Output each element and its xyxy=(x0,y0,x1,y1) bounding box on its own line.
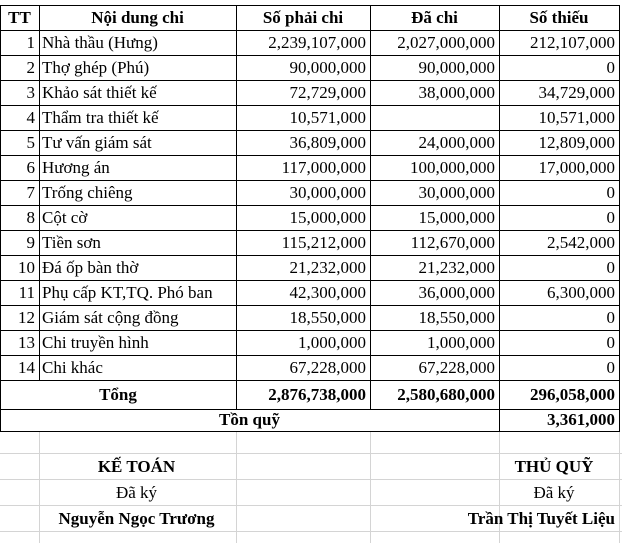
row-paid: 38,000,000 xyxy=(418,83,495,102)
gridline-light xyxy=(0,479,622,480)
grid-line xyxy=(0,380,620,381)
total-payable: 2,876,738,000 xyxy=(268,385,366,404)
grid-line xyxy=(0,105,620,106)
row-paid: 1,000,000 xyxy=(427,333,495,352)
row-shortage: 0 xyxy=(606,308,615,327)
row-shortage: 17,000,000 xyxy=(538,158,615,177)
grid-line xyxy=(0,205,620,206)
row-payable: 90,000,000 xyxy=(289,58,366,77)
row-content: Thẩm tra thiết kế xyxy=(42,108,159,127)
gridline-light xyxy=(0,505,622,506)
row-tt: 10 xyxy=(18,258,35,277)
row-shortage: 0 xyxy=(606,333,615,352)
row-tt: 9 xyxy=(26,233,35,252)
grid-line xyxy=(0,180,620,181)
grid-line xyxy=(0,230,620,231)
row-content: Hương án xyxy=(42,158,110,177)
row-paid: 2,027,000,000 xyxy=(397,33,495,52)
gridline-light xyxy=(619,431,620,543)
row-content: Giám sát cộng đồng xyxy=(42,308,179,327)
row-payable: 117,000,000 xyxy=(281,158,366,177)
accountant-title: KẾ TOÁN xyxy=(97,457,176,476)
row-tt: 6 xyxy=(26,158,35,177)
row-tt: 7 xyxy=(26,183,35,202)
row-content: Chi truyền hình xyxy=(42,333,149,352)
header-shortage: Số thiếu xyxy=(529,8,589,27)
row-content: Cột cờ xyxy=(42,208,88,227)
row-payable: 30,000,000 xyxy=(289,183,366,202)
row-tt: 8 xyxy=(26,208,35,227)
row-content: Phụ cấp KT,TQ. Phó ban xyxy=(42,283,213,302)
grid-line xyxy=(0,30,620,31)
row-tt: 11 xyxy=(18,283,35,302)
row-payable: 1,000,000 xyxy=(298,333,366,352)
row-tt: 3 xyxy=(26,83,35,102)
row-paid: 100,000,000 xyxy=(410,158,495,177)
row-tt: 5 xyxy=(26,133,35,152)
row-tt: 12 xyxy=(18,308,35,327)
grid-line xyxy=(499,5,500,432)
row-payable: 2,239,107,000 xyxy=(268,33,366,52)
grid-line xyxy=(0,155,620,156)
row-payable: 115,212,000 xyxy=(281,233,366,252)
row-paid: 24,000,000 xyxy=(418,133,495,152)
grid-line xyxy=(0,280,620,281)
row-content: Nhà thầu (Hưng) xyxy=(42,33,158,52)
grid-line xyxy=(0,255,620,256)
grid-line xyxy=(0,80,620,81)
grid-line xyxy=(0,409,620,410)
treasurer-signed: Đã ký xyxy=(533,483,575,502)
grid-line xyxy=(0,355,620,356)
total-paid: 2,580,680,000 xyxy=(397,385,495,404)
grid-line xyxy=(0,55,620,56)
row-paid: 67,228,000 xyxy=(418,358,495,377)
grid-line xyxy=(0,130,620,131)
row-shortage: 0 xyxy=(606,258,615,277)
row-tt: 4 xyxy=(26,108,35,127)
grid-line xyxy=(39,5,40,381)
row-payable: 36,809,000 xyxy=(289,133,366,152)
gridline-light xyxy=(0,531,622,532)
grid-line xyxy=(0,431,620,432)
row-paid xyxy=(370,105,499,130)
grid-line xyxy=(0,330,620,331)
accountant-signed: Đã ký xyxy=(115,483,158,502)
total-label: Tổng xyxy=(99,385,137,404)
row-payable: 21,232,000 xyxy=(289,258,366,277)
row-payable: 10,571,000 xyxy=(289,108,366,127)
row-tt: 2 xyxy=(26,58,35,77)
grid-line xyxy=(370,5,371,410)
row-content: Khảo sát thiết kế xyxy=(42,83,157,102)
header-tt: TT xyxy=(8,8,31,27)
row-tt: 13 xyxy=(18,333,35,352)
row-shortage: 10,571,000 xyxy=(538,108,615,127)
grid-line xyxy=(0,305,620,306)
row-payable: 42,300,000 xyxy=(289,283,366,302)
row-tt: 14 xyxy=(18,358,35,377)
row-paid: 90,000,000 xyxy=(418,58,495,77)
accountant-name: Nguyễn Ngọc Trương xyxy=(58,509,215,528)
grid-line xyxy=(0,5,1,432)
row-shortage: 0 xyxy=(606,183,615,202)
row-paid: 15,000,000 xyxy=(418,208,495,227)
treasurer-title: THỦ QUỸ xyxy=(514,457,594,476)
row-shortage: 12,809,000 xyxy=(538,133,615,152)
row-tt: 1 xyxy=(26,33,35,52)
header-payable: Số phải chi xyxy=(262,8,344,27)
row-content: Tư vấn giám sát xyxy=(42,133,152,152)
treasurer-name: Trần Thị Tuyết Liệu xyxy=(467,509,615,528)
row-payable: 67,228,000 xyxy=(289,358,366,377)
row-content: Chi khác xyxy=(42,358,103,377)
row-shortage: 0 xyxy=(606,208,615,227)
grid-line xyxy=(236,5,237,410)
row-paid: 21,232,000 xyxy=(418,258,495,277)
row-shortage: 212,107,000 xyxy=(530,33,615,52)
row-paid: 30,000,000 xyxy=(418,183,495,202)
header-content: Nội dung chi xyxy=(91,8,184,27)
row-payable: 18,550,000 xyxy=(289,308,366,327)
grid-line xyxy=(619,5,620,432)
row-shortage: 0 xyxy=(606,358,615,377)
row-content: Tiền sơn xyxy=(42,233,101,252)
row-payable: 72,729,000 xyxy=(289,83,366,102)
row-shortage: 2,542,000 xyxy=(547,233,615,252)
row-paid: 18,550,000 xyxy=(418,308,495,327)
balance-label: Tồn quỹ xyxy=(219,410,280,429)
header-paid: Đã chi xyxy=(411,8,458,27)
gridline-light xyxy=(0,453,622,454)
row-shortage: 0 xyxy=(606,58,615,77)
row-paid: 112,670,000 xyxy=(410,233,495,252)
row-shortage: 6,300,000 xyxy=(547,283,615,302)
row-shortage: 34,729,000 xyxy=(538,83,615,102)
row-content: Trống chiêng xyxy=(42,183,133,202)
row-paid: 36,000,000 xyxy=(418,283,495,302)
row-content: Đá ốp bàn thờ xyxy=(42,258,139,277)
grid-line xyxy=(0,5,620,6)
balance-value: 3,361,000 xyxy=(547,410,615,429)
row-content: Thợ ghép (Phú) xyxy=(42,58,150,77)
total-shortage: 296,058,000 xyxy=(530,385,615,404)
row-payable: 15,000,000 xyxy=(289,208,366,227)
gridline-light xyxy=(236,431,237,543)
